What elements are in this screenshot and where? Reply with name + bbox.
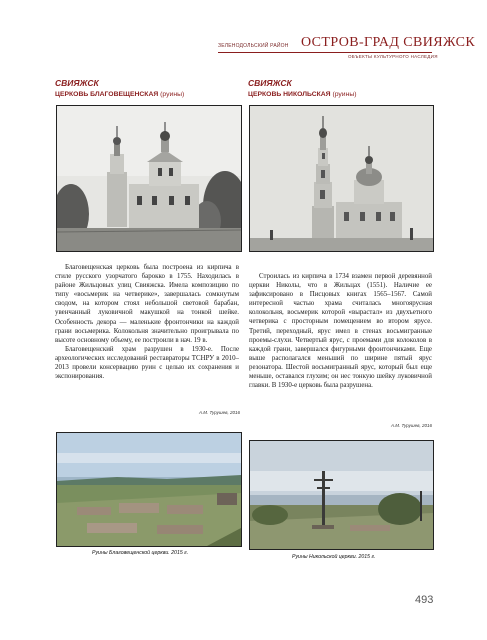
annunciation-church-ruins-photo: [56, 432, 242, 547]
left-photo-caption: Руины Благовещенской церкви. 2015 г.: [92, 550, 189, 556]
left-church-title: [55, 91, 184, 98]
header-title: ОСТРОВ-ГРАД СВИЯЖСК: [301, 35, 476, 50]
left-author: А.М. Турушев, 2016: [198, 410, 240, 415]
left-place: СВИЯЖСК: [55, 78, 99, 88]
right-church-name: ЦЕРКОВЬ НИКОЛЬСКАЯ: [248, 91, 331, 98]
page-number: 493: [415, 594, 434, 606]
annunciation-church-historic-photo: [56, 105, 242, 252]
right-body-text: [249, 272, 432, 390]
left-church-name: ЦЕРКОВЬ БЛАГОВЕЩЕНСКАЯ: [55, 91, 159, 98]
st-nicholas-church-historic-photo: [249, 105, 434, 252]
right-author: А.М. Турушев, 2016: [390, 423, 432, 428]
right-place: СВИЯЖСК: [248, 78, 292, 88]
right-photo-caption: Руины Никольской церкви. 2015 г.: [292, 554, 376, 560]
left-paragraph-1: Благовещенская церковь была построена из кирпича в стиле русского узорчатого барокко в 1755. Находилась в районе Жильцовых улиц Свияжска. Имела композицию по типу «восьмерик на четверике», завершалась сомкнутым сводом, на котором стоял небольшой световой барабан, увенчанный луковичной макушкой на тонкой шейке. Особенность декора — маленькие фронтончики на каждой грани восьмерика. Колокольня значительно проигрывала по высоте основному объему, ее построили в нач. 19 в.: [55, 264, 239, 344]
right-church-title: [248, 91, 357, 98]
header-region: ЗЕЛЕНОДОЛЬСКИЙ РАЙОН: [218, 43, 289, 49]
left-body-text: [55, 263, 239, 381]
header-rule: [218, 52, 432, 53]
left-church-status: (руины): [160, 91, 185, 98]
st-nicholas-church-ruins-photo: [249, 440, 434, 550]
left-paragraph-2: Благовещенский храм разрушен в 1930-е. После археологических исследований реставраторы ТСНРУ в 2010–2013 провели консервацию руин с целью их сохранения и экспонирования.: [55, 345, 239, 381]
header-subtitle: ОБЪЕКТЫ КУЛЬТУРНОГО НАСЛЕДИЯ: [348, 54, 438, 59]
right-paragraph-1: Строилась из кирпича в 1734 взамен первой деревянной церкви Николы, что в Жильцах (1551). Наличие ее зафиксировано в Писцовых книгах 1565–1567. Самой интересной частью храма считалась многоярусная колокольня, восьмерик которой «вырастал» из двухъетного четверика с просторным помещением во втором ярусе. Третий, переходный, ярус имел в стенах восьмигранные проемы-слухи. Четвертый ярус, с проемами для колоколов в каждой грани, завершался фигурными фронтончиками. Еще выше располагался меньший по ширине пятый ярус резонатора. Шестой восьмигранный ярус, который был еще меньше, оставался глухим; он нес тонкую шейку луковичной главки. В 1930-е церковь была разрушена.: [249, 273, 432, 390]
right-church-status: (руины): [332, 91, 357, 98]
